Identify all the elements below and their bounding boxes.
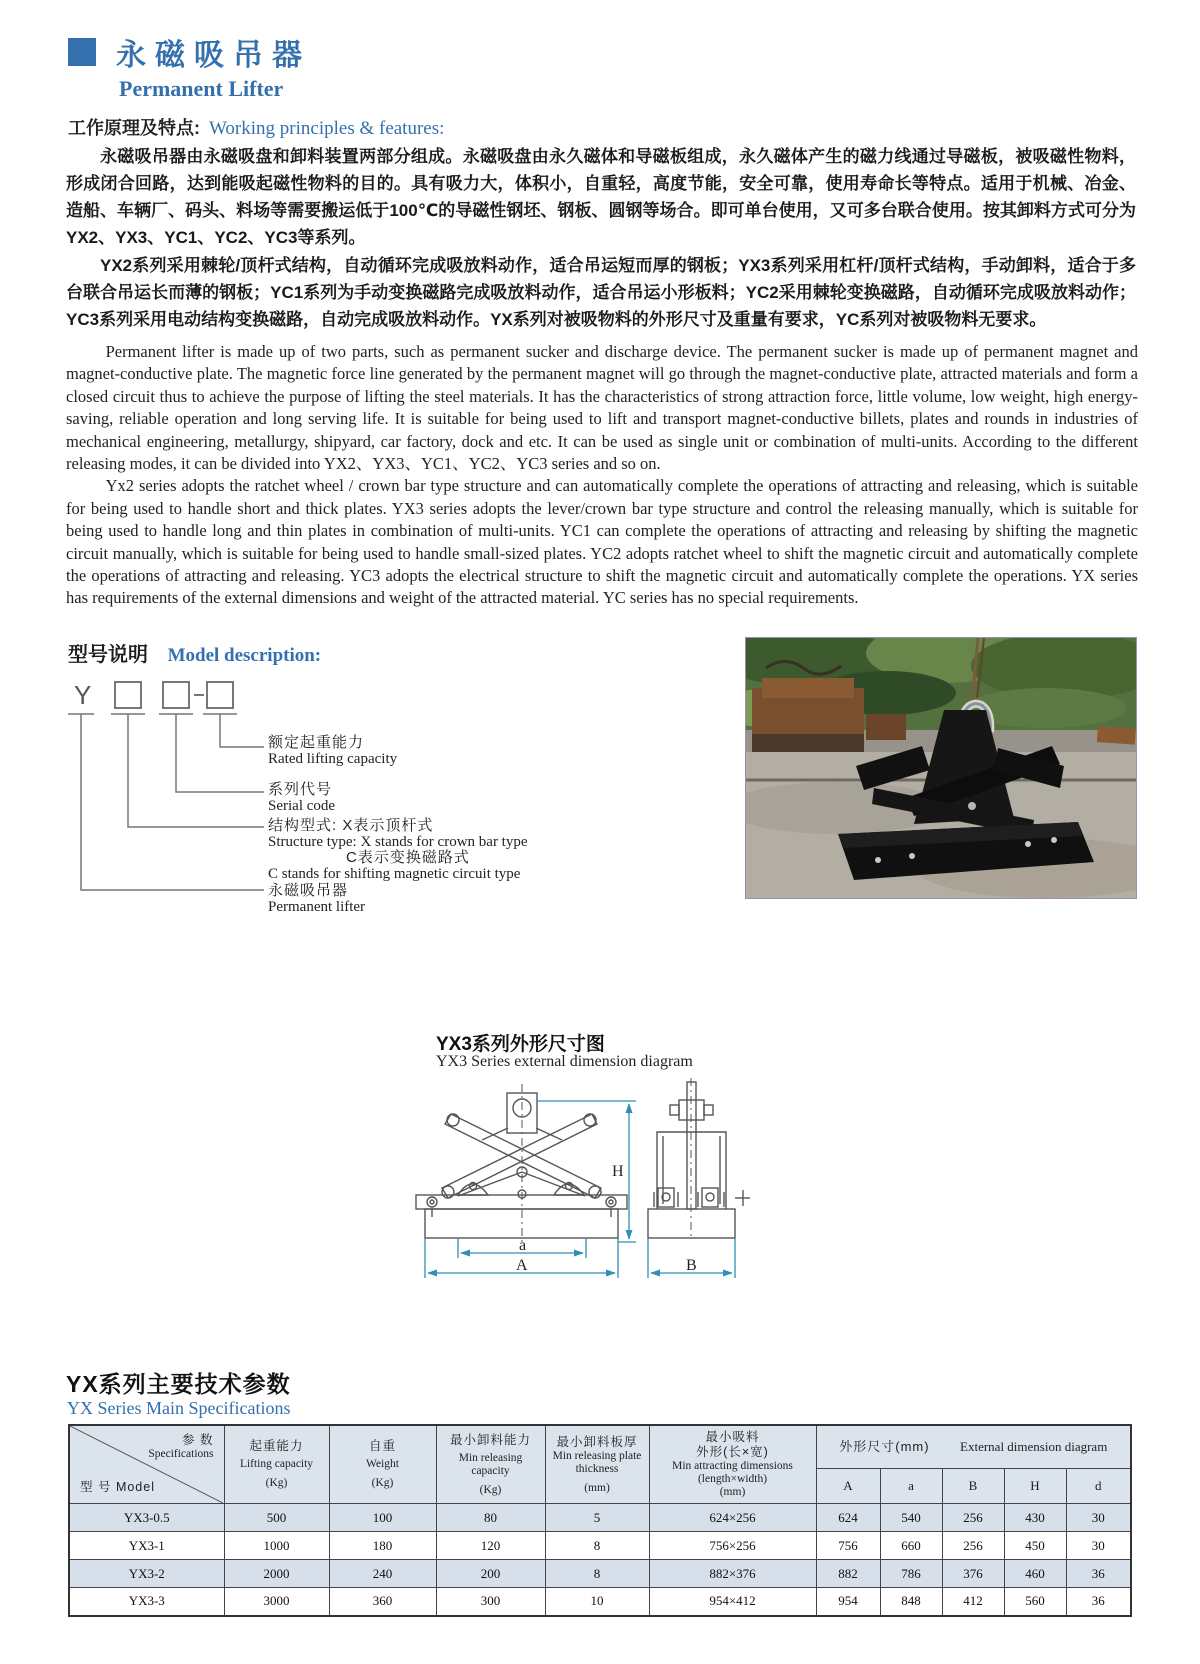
dims-group-cn: 外形尺寸(mm) [839, 1439, 930, 1454]
col-header-lifting [224, 1425, 329, 1504]
model-code-letter: Y [74, 680, 92, 710]
cell-lifting: 2000 [224, 1560, 329, 1588]
cell-min-plate: 10 [545, 1588, 649, 1616]
cell-a: 540 [880, 1504, 942, 1532]
cell-model: YX3-3 [69, 1588, 224, 1616]
cell-lifting: 500 [224, 1504, 329, 1532]
cell-B: 412 [942, 1588, 1004, 1616]
table-row [69, 1588, 1131, 1616]
cell-H: 430 [1004, 1504, 1066, 1532]
col-weight-cn: 自重 [368, 1439, 396, 1453]
corner-header-cell [69, 1425, 224, 1504]
table-row [69, 1532, 1131, 1560]
col-min-attracting-cn1: 最小吸料 [705, 1430, 760, 1444]
working-heading-en: Working principles & features: [209, 118, 445, 139]
cell-H: 450 [1004, 1532, 1066, 1560]
cell-weight: 180 [329, 1532, 436, 1560]
dim-label-A: A [516, 1257, 528, 1274]
model-code-box-3 [207, 682, 233, 708]
cell-weight: 360 [329, 1588, 436, 1616]
model-code-box-1 [115, 682, 141, 708]
paragraph-en-2: Yx2 series adopts the ratchet wheel / crown bar type structure and can automatically complete the operations of attracting and releasing, which is suitable for being used to handle short and thick plates. YX3 series adopts the lever/crown bar type structure and control the releasing manually, which is suitable for being used to handle long and thin plates in combination of multi-units. YC1 can complete the operations of attracting and releasing by shifting the magnetic circuit manually, which is suitable for being used to handle small-sized plates. YC2 adopts ratchet wheel to shift the magnetic circuit and automatically complete the operations of attracting and releasing. YC3 adopts the electrical structure to shift the magnetic circuit and automatically complete the operations. YX series has requirements of the external dimensions and weight of the attracted material. YC series has no special requirements. [66, 476, 1138, 608]
col-min-attracting-en2: (length×width) [697, 1473, 768, 1485]
cell-model: YX3-0.5 [69, 1504, 224, 1532]
dim-label-a: a [519, 1237, 527, 1254]
model-label-serial-en: Serial code [268, 798, 336, 814]
cell-A: 624 [816, 1504, 880, 1532]
model-label-serial [268, 782, 335, 814]
working-heading-cn: 工作原理及特点: [68, 118, 200, 138]
col-min-attracting-cn2: 外形(长×宽) [696, 1445, 769, 1459]
col-min-plate-en: Min releasing plate [552, 1449, 642, 1462]
col-header-dims-group [816, 1425, 1131, 1469]
cell-min-plate: 8 [545, 1560, 649, 1588]
cell-min-attracting: 954×412 [649, 1588, 816, 1616]
model-label-rated [268, 735, 397, 767]
product-photo-illustration [746, 638, 1136, 898]
dim-label-B: B [686, 1257, 697, 1274]
front-view [416, 1084, 627, 1246]
cell-d: 36 [1066, 1560, 1131, 1588]
page-title-cn: 永磁吸吊器 [116, 39, 311, 72]
col-min-attracting-unit: (mm) [719, 1486, 746, 1498]
dims-group-en: External dimension diagram [960, 1439, 1108, 1454]
col-header-weight [329, 1425, 436, 1504]
table-row [69, 1504, 1131, 1532]
model-code-box-2 [163, 682, 189, 708]
col-lifting-en: Lifting capacity [239, 1458, 314, 1470]
spec-table-title-en: YX Series Main Specifications [67, 1398, 291, 1418]
model-heading-cn: 型号说明 [68, 644, 148, 666]
yx3-diagram-title-cn: YX3系列外形尺寸图 [436, 1034, 605, 1055]
cell-min-plate: 8 [545, 1532, 649, 1560]
model-label-structure-cn2: C表示变换磁路式 [346, 849, 470, 866]
cell-min-releasing: 300 [436, 1588, 545, 1616]
model-label-structure-en: Structure type: X stands for crown bar type [268, 834, 528, 850]
sub-header-B: B [942, 1469, 1004, 1504]
cell-min-plate: 5 [545, 1504, 649, 1532]
cell-d: 30 [1066, 1504, 1131, 1532]
model-label-serial-cn: 系列代号 [268, 781, 333, 798]
cell-model: YX3-2 [69, 1560, 224, 1588]
yx3-diagram-title-en: YX3 Series external dimension diagram [436, 1053, 693, 1070]
cell-B: 256 [942, 1504, 1004, 1532]
cell-d: 30 [1066, 1532, 1131, 1560]
cell-a: 786 [880, 1560, 942, 1588]
col-min-plate-en2: thickness [575, 1462, 619, 1475]
col-min-releasing-en: Min releasing capacity [458, 1451, 523, 1477]
sub-header-H: H [1004, 1469, 1066, 1504]
cell-d: 36 [1066, 1588, 1131, 1616]
cell-H: 560 [1004, 1588, 1066, 1616]
cell-A: 882 [816, 1560, 880, 1588]
cell-H: 460 [1004, 1560, 1066, 1588]
col-header-min-plate [545, 1425, 649, 1504]
chinese-paragraphs [66, 143, 1136, 334]
page-title-en: Permanent Lifter [119, 76, 284, 101]
side-view [648, 1078, 750, 1238]
cell-A: 954 [816, 1588, 880, 1616]
model-label-structure-en2: C stands for shifting magnetic circuit type [268, 866, 521, 882]
cell-lifting: 3000 [224, 1588, 329, 1616]
table-row [69, 1560, 1131, 1588]
col-min-plate-unit: (mm) [584, 1481, 610, 1494]
cell-min-attracting: 756×256 [649, 1532, 816, 1560]
cell-a: 660 [880, 1532, 942, 1560]
paragraph-en-1: Permanent lifter is made up of two parts, such as permanent sucker and discharge device. The permanent sucker is made up of permanent magnet and magnet-conductive plate. The magnetic force line generated by the permanent magnet will go through the magnet-conductive plate, attracted materials and form a closed circuit thus to achieve the purpose of lifting the steel materials. It has the characteristics of strong attraction force, little volume, low weight, high energy-saving, reliable operation and long serving life. It is suitable for being used to lift and transport magnet-conductive billets, plates and rounds in industries of mechanical engineering, metallurgy, shipyard, car factory, dock and etc. It can be used as single unit or combination of multi-units. According to the different releasing modes, it can be divided into YX2、YX3、YC1、YC2、YC3 series and so on. [66, 342, 1138, 474]
section-bullet-square [68, 38, 96, 66]
col-min-attracting-en: Min attracting dimensions [672, 1460, 793, 1472]
spec-table [68, 1424, 1132, 1617]
paragraph-cn-1: 永磁吸吊器由永磁吸盘和卸料装置两部分组成。永磁吸盘由永久磁体和导磁板组成，永久磁体产生的磁力线通过导磁板，被吸磁性物料，形成闭合回路，达到能吸起磁性物料的目的。具有吸力大，体积小，自重轻，高度节能，安全可靠，使用寿命长等特点。适用于机械、冶金、造船、车辆厂、码头、料场等需要搬运低于100℃的导磁性钢坯、钢板、圆钢等场合。即可单台使用，又可多台联合使用。按其卸料方式可分为YX2、YX3、YC1、YC2、YC3等系列。 [66, 147, 1136, 247]
model-label-structure [268, 818, 528, 882]
paragraph-cn-2: YX2系列采用棘轮/顶杆式结构，自动循环完成吸放料动作，适合吊运短而厚的钢板；YX3系列采用杠杆/顶杆式结构，手动卸料，适合于多台联合吊运长而薄的钢板；YC1系列为手动变换磁路完成吸放料动作，适合吊运小形板料；YC2采用棘轮变换磁路，自动循环完成吸放料动作；YC3系列采用电动结构变换磁路，自动完成吸放料动作。YX系列对被吸物料的外形尺寸及重量有要求，YC系列对被吸物料无要求。 [66, 256, 1136, 329]
cell-min-releasing: 120 [436, 1532, 545, 1560]
corner-model-label: 型 号 Model [80, 1480, 155, 1494]
cell-lifting: 1000 [224, 1532, 329, 1560]
model-label-lifter-cn: 永磁吸吊器 [268, 882, 349, 899]
col-min-releasing-cn: 最小卸料能力 [449, 1432, 531, 1447]
spec-table-title-cn: YX系列主要技术参数 [66, 1371, 291, 1397]
model-label-rated-cn: 额定起重能力 [268, 734, 365, 751]
model-label-lifter-en: Permanent lifter [268, 899, 366, 915]
working-principles-heading [68, 114, 444, 140]
col-weight-unit: (Kg) [371, 1477, 394, 1489]
sub-header-d: d [1066, 1469, 1131, 1504]
product-photo [745, 637, 1137, 899]
cell-min-releasing: 200 [436, 1560, 545, 1588]
col-min-releasing-unit: (Kg) [479, 1483, 502, 1496]
dim-label-H: H [612, 1163, 624, 1180]
model-description-section [60, 638, 720, 915]
cell-model: YX3-1 [69, 1532, 224, 1560]
model-label-structure-cn: 结构型式: X表示顶杆式 [268, 817, 434, 834]
cell-A: 756 [816, 1532, 880, 1560]
col-weight-en: Weight [366, 1458, 399, 1470]
col-lifting-unit: (Kg) [265, 1477, 288, 1489]
cell-B: 256 [942, 1532, 1004, 1560]
english-paragraphs [66, 341, 1138, 610]
cell-weight: 240 [329, 1560, 436, 1588]
model-description-heading [68, 638, 321, 667]
cell-min-releasing: 80 [436, 1504, 545, 1532]
cell-B: 376 [942, 1560, 1004, 1588]
cell-min-attracting: 624×256 [649, 1504, 816, 1532]
model-heading-en: Model description: [167, 645, 322, 666]
col-header-min-attracting [649, 1425, 816, 1504]
corner-param-cn: 参 数 [182, 1433, 214, 1447]
col-min-plate-cn: 最小卸料板厚 [556, 1434, 638, 1449]
cell-a: 848 [880, 1588, 942, 1616]
model-label-rated-en: Rated lifting capacity [268, 751, 398, 767]
cell-weight: 100 [329, 1504, 436, 1532]
col-header-min-releasing [436, 1425, 545, 1504]
col-lifting-cn: 起重能力 [249, 1439, 304, 1453]
yx3-dimension-drawing [396, 1076, 856, 1294]
corner-param-en: Specifications [148, 1448, 214, 1460]
sub-header-a: a [880, 1469, 942, 1504]
sub-header-A: A [816, 1469, 880, 1504]
model-label-lifter [268, 883, 365, 915]
cell-min-attracting: 882×376 [649, 1560, 816, 1588]
